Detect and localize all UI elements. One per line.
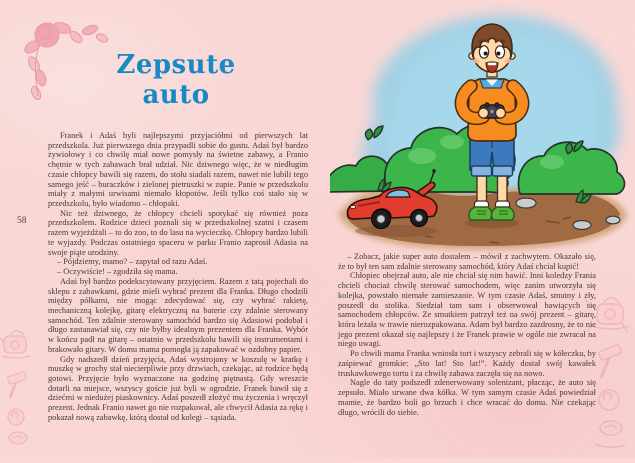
dialogue-line: – Zobacz, jakie super auto dostałem – mówił z zachwytem. Okazało się, że to był ten sam zdalnie sterowany samochód, który Adaś chciał kupić! [338,252,596,271]
story-paragraph: Gdy nadszedł dzień przyjęcia, Adaś wystrojony w koszulę w kratkę i muszkę w grochy stał niecierpliwie przy drzwiach, czekając, aż rodzice będą gotowi. Przyjęcie było wyznaczone na godzinę piętnastą. Gdy wreszcie dotarli na miejsce, wszyscy goście już byli w ogrodzie. Franek bawił się z dziećmi w niedużej piaskownicy. Adaś poszedł złożyć mu życzenia i wręczył prezent. Jednak Franio nawet go nie rozpakował, ale chwycił Adasia za rękę i pokazał nową zabawkę, którą dostał od kolegi – sąsiada. [48,354,308,422]
story-paragraph: Po chwili mama Franka wniosła tort i wszyscy zebrali się w kółeczku, by zaśpiewać gromkie: „Sto lat! Sto lat!”. Każdy dostał swój kawałek truskawkowego tortu i za chwilę zabawa zaczęła się na nowo. [338,349,596,378]
left-page-text [48,131,308,423]
story-paragraph: Nagle do taty podszedł zdenerwowany solenizant, płacząc, że auto się zepsuło. Miało urwane dwa kółka. W tym samym czasie Adaś powiedział mamie, że bardzo boli go brzuch i chce wracać do domu. Nie czekając długo, wrócili do siebie. [338,378,596,417]
right-page-text [338,252,596,417]
dialogue-line: – Pójdziemy, mamo? – zapytał od razu Adaś. [57,257,208,267]
story-paragraph: Franek i Adaś byli najlepszymi przyjaciółmi od pierwszych lat przedszkola. Już pierwszego dnia przypadli sobie do gustu. Adaś był bardzo żywiołowy i co chwilę miał nowe pomysły na świetne zabawy, a Franio chętnie w tych zabawach brał udział. Nic dziwnego więc, że w niedługim czasie chłopcy bawili się razem, do stołu siadali razem, nawet nie lubili tego samego jeść – buraczków i zielonej pietruszki w zupie. Panie w przedszkolu miały z małymi urwisami niemało kłopotów. Jeśli tylko coś stało się w przedszkolu, było wiadomo – chłopaki. [48,131,308,209]
chapter-title [42,50,310,110]
story-paragraph: Adaś był bardzo podekscytowany przyjęciem. Razem z tatą pojechali do sklepu z zabawkami, gdzie mieli wybrać prezent dla Franka. Długo chodzili między półkami, nie mogąc zdecydować się, czy wybrać rakietę, mechaniczną kolejkę, gitarę elektryczną na baterie czy zdalnie sterowany samochód. Ten zdalnie sterowany samochód bardzo się Adasiowi podobał i długo zastanawiał się, czy nie byłby idealnym prezentem dla Franka. Wybór w końcu padł na gitarę – ostatnio w przedszkolu bawili się instrumentami i brakowało gitary. W domu mama pomogła ją zapakować w ozdobny papier. [48,276,308,354]
title-line-1: Zepsute [116,50,236,80]
garden-tools-decoration-left [0,322,46,463]
story-paragraph: Chłopiec obejrzał auto, ale nie chciał się nim bawić. Inni koledzy Frania chcieli chociaż chwilę sterować samochodem, więc zanim utworzyła się kolejka, powstało niemałe zamieszanie. W tym czasie Adaś, smutny i zły, poszedł do stolika. Siedział tam sam i obserwował bawiących się samochodem chłopców. Ze smutkiem patrzył też na swój prezent – gitarę, która leżała w trawie nierozpakowana. Adam był bardzo zazdrosny, że to nie jego prezent okazał się najlepszy i że Franek prawie w ogóle nie zwracał na niego uwagi. [338,271,596,349]
dialogue-line: – Oczywiście! – zgodziła się mama. [57,267,178,277]
title-line-2: auto [142,80,210,110]
boy-jeans [470,137,514,176]
story-illustration [330,0,635,260]
page-number: 58 [17,216,27,226]
story-paragraph: Nic też dziwnego, że chłopcy chcieli spotykać się również poza przedszkolem. Rodzice dzieci poznali się w przedszkolnej szatni i czasem razem wyjeżdżali – to do zoo, to do lasu na wycieczkę. Chłopcy bardzo lubili te wyjazdy. Podczas ostatniego spaceru w parku Franio zaprosił Adasia na swoje piąte urodziny. [48,208,308,257]
boy-collar [480,80,504,89]
